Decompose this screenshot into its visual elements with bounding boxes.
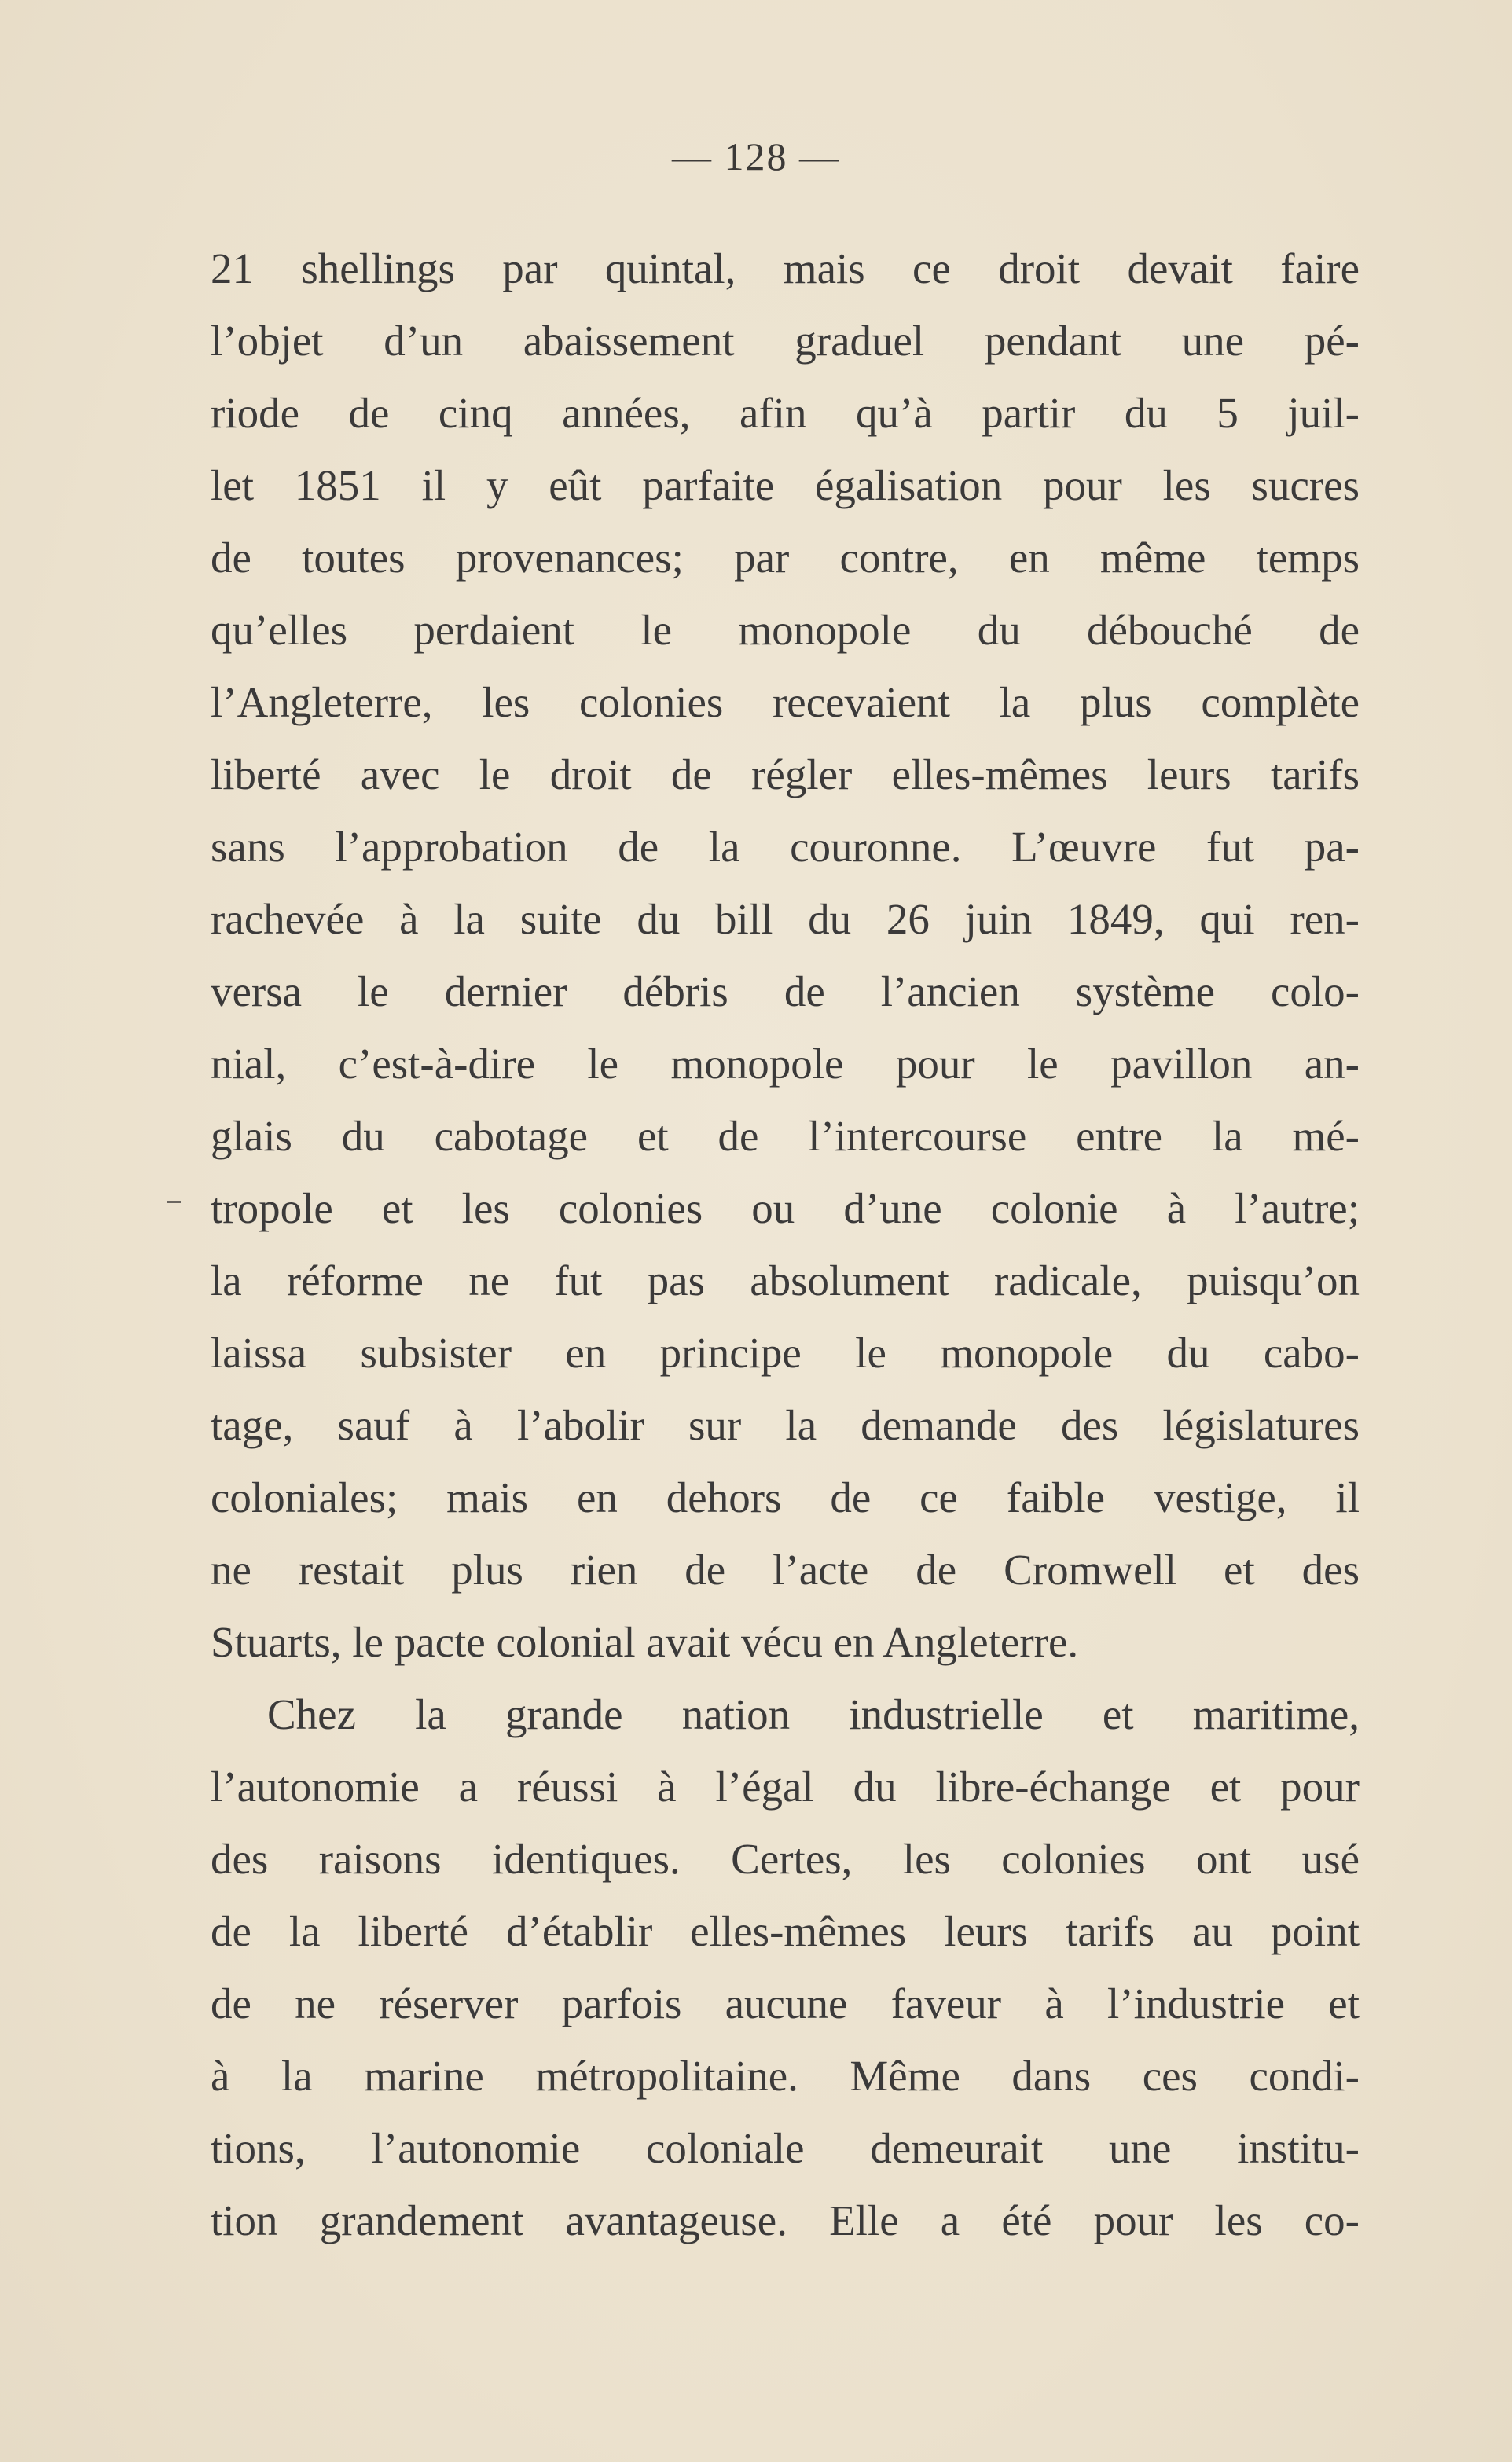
text-line: à la marine métropolitaine. Même dans ces condi- xyxy=(211,2052,1360,2100)
text-line: tropole et les colonies ou d’une colonie à l’autre; xyxy=(211,1184,1360,1232)
text-line: 21 shellings par quintal, mais ce droit devait faire xyxy=(211,244,1360,292)
text-line: tage, sauf à l’abolir sur la demande des législatures xyxy=(211,1401,1360,1449)
text-line: sans l’approbation de la couronne. L’œuvre fut pa- xyxy=(211,823,1360,871)
text-line: de toutes provenances; par contre, en même temps xyxy=(211,534,1360,582)
page-number: — 128 — xyxy=(672,134,840,178)
text-line: la réforme ne fut pas absolument radicale, puisqu’on xyxy=(211,1257,1360,1304)
text-line: Chez la grande nation industrielle et maritime, xyxy=(267,1690,1360,1738)
text-line: l’Angleterre, les colonies recevaient la plus complète xyxy=(211,678,1360,726)
text-line: ne restait plus rien de l’acte de Cromwell et des xyxy=(211,1546,1360,1594)
text-line: liberté avec le droit de régler elles-mêmes leurs tarifs xyxy=(211,750,1360,798)
text-line: rachevée à la suite du bill du 26 juin 1849, qui ren- xyxy=(211,895,1360,943)
text-line: tions, l’autonomie coloniale demeurait une institu- xyxy=(211,2124,1360,2172)
body-text xyxy=(211,233,1360,2257)
text-line: riode de cinq années, afin qu’à partir du 5 juil- xyxy=(211,389,1360,437)
text-line: versa le dernier débris de l’ancien système colo- xyxy=(211,967,1360,1015)
margin-mark xyxy=(167,1201,181,1203)
text-line: des raisons identiques. Certes, les colonies ont usé xyxy=(211,1835,1360,1883)
text-line: de ne réserver parfois aucune faveur à l’industrie et xyxy=(211,1980,1360,2027)
text-line: l’objet d’un abaissement graduel pendant une pé- xyxy=(211,317,1360,365)
text-line: glais du cabotage et de l’intercourse entre la mé- xyxy=(211,1112,1360,1160)
text-line: coloniales; mais en dehors de ce faible vestige, il xyxy=(211,1473,1360,1521)
text-line: nial, c’est-à-dire le monopole pour le pavillon an- xyxy=(211,1040,1360,1088)
text-line: tion grandement avantageuse. Elle a été pour les co- xyxy=(211,2196,1360,2244)
text-line: let 1851 il y eût parfaite égalisation pour les sucres xyxy=(211,461,1360,509)
text-line: Stuarts, le pacte colonial avait vécu en Angleterre. xyxy=(211,1618,1079,1666)
text-line: laissa subsister en principe le monopole du cabo- xyxy=(211,1329,1360,1377)
text-line: l’autonomie a réussi à l’égal du libre-échange et pour xyxy=(211,1763,1360,1811)
paragraph-2 xyxy=(211,1679,1360,2257)
paragraph-1 xyxy=(211,233,1360,1679)
text-line: de la liberté d’établir elles-mêmes leurs tarifs au point xyxy=(211,1907,1360,1955)
text-line: qu’elles perdaient le monopole du débouché de xyxy=(211,606,1360,654)
